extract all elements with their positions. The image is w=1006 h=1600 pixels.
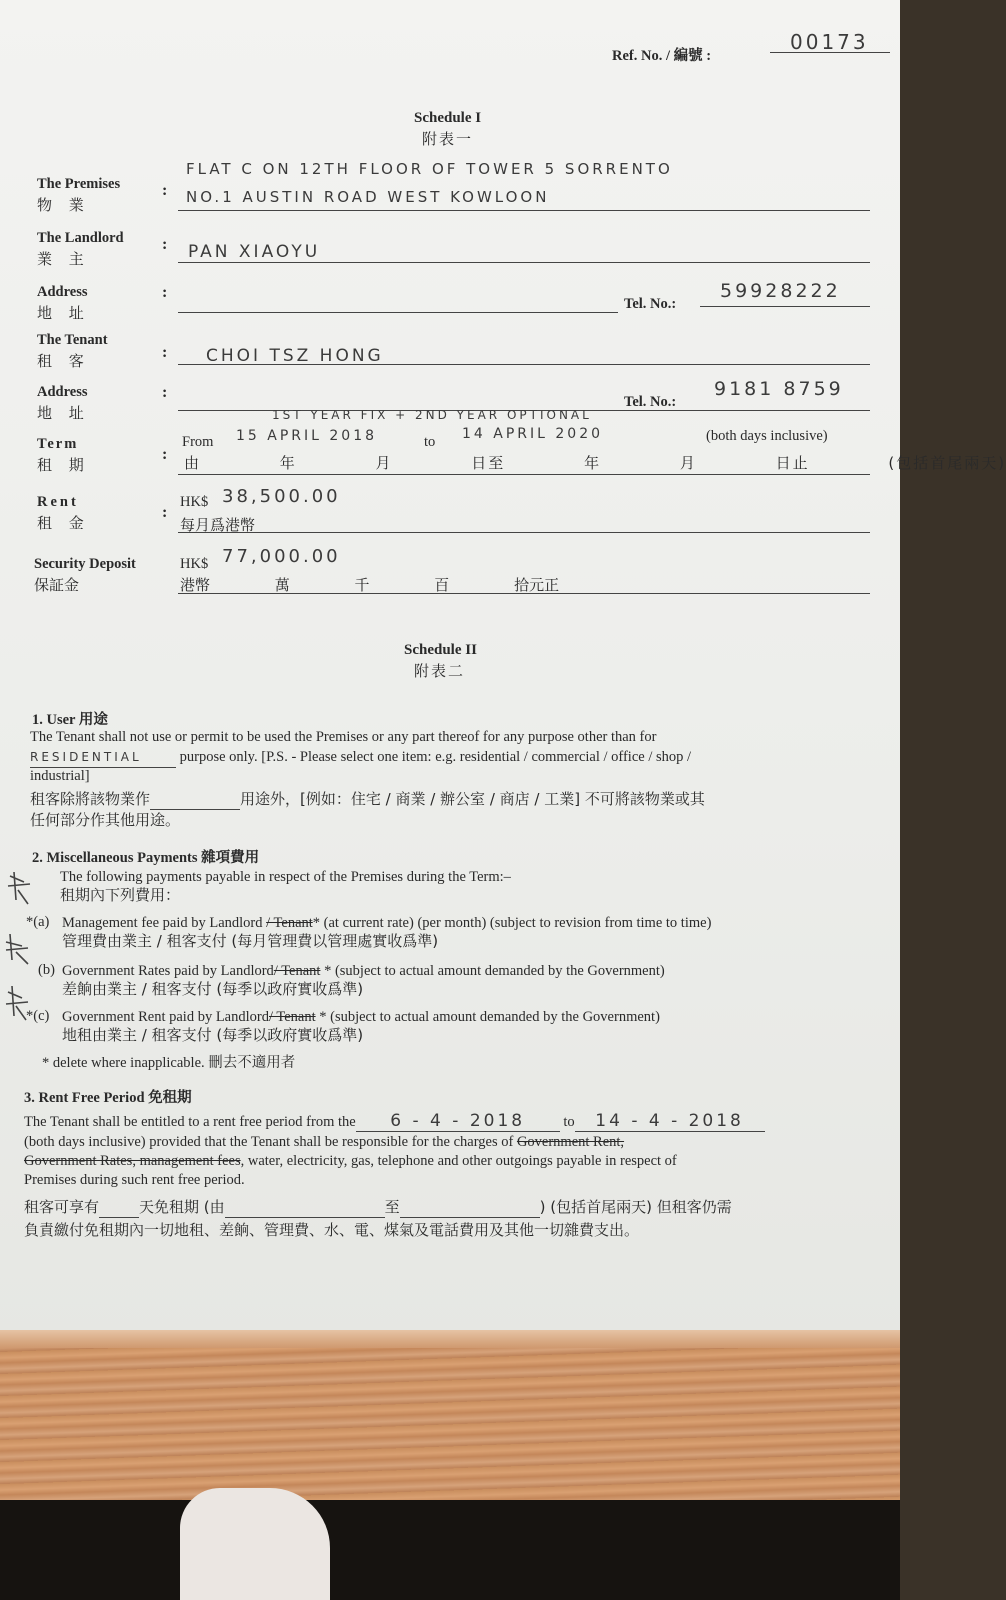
rent-underline [178, 532, 870, 533]
tenant-underline [178, 364, 870, 365]
misc-c-strike: / Tenant [268, 1009, 316, 1025]
landlord-tel: 59928222 [720, 280, 841, 302]
term-note: 1ST YEAR FIX + 2ND YEAR OPTIONAL [272, 408, 592, 422]
rent-label: Rent [37, 494, 79, 510]
misc-intro: The following payments payable in respect of the Premises during the Term:– [60, 869, 511, 885]
misc-a-row [62, 914, 711, 933]
ref-label: Ref. No. / 編號 : [612, 48, 712, 64]
landlord-colon: : [162, 236, 168, 253]
term-zh-line: 由 年 月 日至 年 月 日止 (包括首尾兩天) [184, 454, 1006, 472]
rentfree-line2-strike: Government Rent, [516, 1134, 625, 1150]
tenant-address-label-zh: 地 址 [37, 404, 90, 422]
misc-b-strike: / Tenant [273, 963, 321, 979]
user-zh2: 任何部分作其他用途。 [30, 811, 181, 829]
wooden-table [0, 1330, 900, 1500]
user-line2: purpose only. [P.S. - Please select one item: e.g. residential / commercial / office / shop / [179, 749, 692, 765]
rentfree-line2-row [24, 1133, 624, 1152]
landlord-address-label-zh: 地 址 [37, 304, 90, 322]
deposit-underline [178, 593, 870, 594]
misc-note: * delete where inapplicable. 刪去不適用者 [42, 1055, 296, 1071]
term-inclusive: (both days inclusive) [706, 428, 828, 444]
term-label: Term [37, 436, 79, 452]
landlord-underline [178, 262, 870, 263]
landlord-label: The Landlord [37, 230, 124, 246]
schedule2-title-zh: 附表二 [414, 662, 466, 680]
rentfree-zh1-row [24, 1198, 732, 1218]
margin-initials [0, 868, 60, 1038]
premises-underline [178, 210, 870, 211]
premises-label-zh: 物 業 [37, 196, 90, 214]
rentfree-zh-blank2 [225, 1198, 385, 1218]
term-from: 15 APRIL 2018 [236, 428, 378, 444]
landlord-address-label: Address [37, 284, 88, 300]
user-line3: industrial] [30, 768, 90, 784]
rent-label-zh: 租 金 [37, 514, 90, 532]
rentfree-line1: The Tenant shall be entitled to a rent free period from the [24, 1114, 356, 1130]
tenant-label: The Tenant [37, 332, 108, 348]
rentfree-zh1d: ) (包括首尾兩天) 但租客仍需 [539, 1198, 732, 1216]
rent-colon: : [162, 504, 168, 521]
tenant-value: CHOI TSZ HONG [206, 346, 384, 366]
misc-a-text: Management fee paid by Landlord [62, 915, 263, 931]
user-line2-row [30, 748, 691, 768]
misc-c-rest: * (subject to actual amount demanded by the Government) [315, 1009, 660, 1025]
premises-colon: : [162, 182, 168, 199]
rentfree-line4: Premises during such rent free period. [24, 1172, 245, 1188]
misc-b-marker: (b) [38, 962, 55, 978]
term-label-zh: 租 期 [37, 456, 90, 474]
misc-heading: 2. Miscellaneous Payments 雜項費用 [32, 850, 260, 866]
misc-b-zh: 差餉由業主 / 租客支付 (每季以政府實收爲準) [62, 980, 364, 998]
misc-intro-zh: 租期內下列費用： [60, 886, 181, 904]
landlord-label-zh: 業 主 [37, 250, 90, 268]
user-purpose: RESIDENTIAL [30, 748, 176, 768]
deposit-zh: 港幣 萬 千 百 拾元正 [180, 576, 560, 594]
term-to-label: to [424, 434, 436, 450]
rentfree-line3: , water, electricity, gas, telephone and other outgoings payable in respect of [240, 1153, 677, 1169]
premises-line1: FLAT C ON 12TH FLOOR OF TOWER 5 SORRENTO [186, 160, 673, 178]
deposit-label: Security Deposit [34, 556, 136, 572]
tenant-address-colon: : [162, 384, 168, 401]
term-to: 14 APRIL 2020 [462, 426, 604, 442]
schedule2-title: Schedule II [404, 642, 477, 658]
tenant-label-zh: 租 客 [37, 352, 90, 370]
rentfree-line3-strike: Government Rates, management fees [24, 1153, 241, 1169]
rentfree-zh1c: 至 [384, 1198, 400, 1216]
rentfree-line1-row [24, 1112, 765, 1132]
misc-a-rest: * (at current rate) (per month) (subject to revision from time to time) [312, 915, 712, 931]
ref-underline [770, 52, 890, 53]
tenant-address-label: Address [37, 384, 88, 400]
term-from-label: From [182, 434, 214, 450]
rentfree-zh2: 負責繳付免租期內一切地租、差餉、管理費、水、電、煤氣及電話費用及其他一切雜費支出。 [24, 1221, 640, 1239]
premises-label: The Premises [37, 176, 121, 192]
user-zh-blank [150, 790, 240, 810]
rentfree-zh1a: 租客可享有 [24, 1198, 100, 1216]
misc-b-text: Government Rates paid by Landlord [62, 963, 274, 979]
misc-a-strike: / Tenant [266, 915, 313, 931]
tenant-tel-label: Tel. No.: [624, 394, 677, 410]
rent-value: 38,500.00 [222, 486, 341, 507]
schedule1-title-zh: 附表一 [422, 130, 474, 148]
deposit-value: 77,000.00 [222, 546, 341, 567]
landlord-tel-underline [700, 306, 870, 307]
rentfree-line3-row [24, 1152, 677, 1171]
misc-c-zh: 地租由業主 / 租客支付 (每季以政府實收爲準) [62, 1026, 364, 1044]
landlord-tel-label: Tel. No.: [624, 296, 677, 312]
term-underline [178, 474, 870, 475]
white-cloth [180, 1488, 330, 1600]
rentfree-heading: 3. Rent Free Period 免租期 [24, 1090, 192, 1106]
rentfree-line2a: (both days inclusive) provided that the Tenant shall be responsible for the charges of [24, 1134, 514, 1150]
deposit-prefix: HK$ [180, 556, 209, 572]
user-zh1b: 用途外，[例如：住宅 / 商業 / 辦公室 / 商店 / 工業] 不可將該物業或其 [240, 790, 705, 808]
dark-floor [0, 1500, 900, 1600]
user-line1: The Tenant shall not use or permit to be used the Premises or any part thereof for any purpose other than for [30, 729, 657, 745]
rentfree-zh1b: 天免租期 (由 [139, 1198, 225, 1216]
misc-c-row [62, 1008, 660, 1027]
rent-prefix: HK$ [180, 494, 209, 510]
rentfree-from: 6 - 4 - 2018 [356, 1112, 560, 1132]
misc-a-marker: *(a) [26, 914, 50, 930]
landlord-address-underline [178, 312, 618, 313]
rentfree-zh-blank1 [99, 1198, 139, 1218]
rent-zh: 每月爲港幣 [180, 516, 256, 534]
rentfree-to: 14 - 4 - 2018 [575, 1112, 765, 1132]
landlord-value: PAN XIAOYU [188, 242, 321, 262]
tenant-tel: 9181 8759 [714, 378, 844, 400]
user-zh1: 租客除將該物業作 [30, 790, 151, 808]
tenant-colon: : [162, 344, 168, 361]
ref-value: 00173 [790, 30, 869, 54]
misc-b-rest: * (subject to actual amount demanded by the Government) [320, 963, 665, 979]
rentfree-to-label: to [563, 1114, 575, 1130]
premises-line2: NO.1 AUSTIN ROAD WEST KOWLOON [186, 188, 550, 206]
term-colon: : [162, 446, 168, 463]
user-zh1-row [30, 790, 705, 810]
misc-c-marker: *(c) [26, 1008, 50, 1024]
misc-b-row [62, 962, 665, 981]
schedule1-title: Schedule I [414, 110, 482, 126]
misc-c-text: Government Rent paid by Landlord [62, 1009, 269, 1025]
user-heading: 1. User 用途 [32, 712, 108, 728]
misc-a-zh: 管理費由業主 / 租客支付 (每月管理費以管理處實收爲準) [62, 932, 439, 950]
deposit-label-zh: 保証金 [34, 576, 80, 594]
landlord-address-colon: : [162, 284, 168, 301]
rentfree-zh-blank3 [400, 1198, 540, 1218]
